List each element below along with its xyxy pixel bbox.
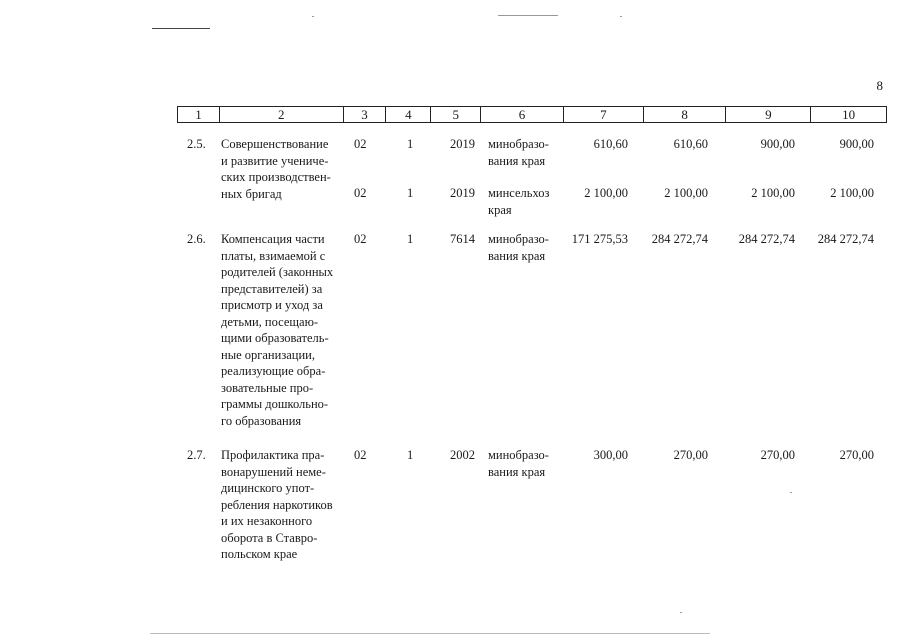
cell-col6-line: минобразо- (488, 137, 549, 151)
cell-col6 (488, 136, 549, 169)
row-name-line: граммы дошкольно- (221, 397, 329, 411)
cell-col3: 02 (354, 448, 367, 462)
cell-col4: 1 (407, 232, 414, 246)
scan-artifact-dot (620, 16, 622, 17)
cell-col5: 7614 (450, 232, 475, 246)
scan-artifact-dot (498, 15, 558, 16)
row-name-line: го образования (221, 413, 302, 428)
cell-col9: 284 272,74 (738, 232, 795, 246)
scan-artifact-dot (312, 16, 314, 17)
row-name-line: представителей) за (221, 281, 323, 296)
row-name-line: щими образователь- (221, 331, 329, 345)
row-number: 2.5. (187, 137, 206, 151)
row-name-line: зовательные про- (221, 380, 314, 395)
row-name (221, 136, 337, 202)
row-name-line: и развитие учениче- (221, 153, 329, 168)
cell-col7: 171 275,53 (571, 232, 628, 246)
row-name-line: присмотр и уход за (221, 298, 323, 312)
cell-col10: 900,00 (839, 137, 874, 151)
cell-col6-line: края (488, 202, 512, 217)
row-name-line: ных бригад (221, 186, 282, 201)
header-col-9: 9 (726, 107, 811, 122)
cell-col6 (488, 447, 549, 480)
cell-col7: 300,00 (593, 448, 628, 462)
cell-col10: 270,00 (839, 448, 874, 462)
cell-col10: 2 100,00 (830, 186, 874, 200)
scan-artifact-line (152, 28, 210, 29)
header-col-7: 7 (564, 107, 644, 122)
header-col-4: 4 (386, 107, 431, 122)
cell-col8: 610,60 (673, 137, 708, 151)
row-name-line: детьми, посещаю- (221, 314, 319, 329)
row-name (221, 231, 337, 429)
cell-col6-line: минобразо- (488, 232, 549, 246)
row-name-line: родителей (законных (221, 265, 334, 279)
row-name-line: ребления наркотиков (221, 497, 333, 512)
cell-col3: 02 (354, 186, 367, 200)
row-name-line: ные организации, (221, 347, 315, 362)
cell-col8: 2 100,00 (664, 186, 708, 200)
scan-artifact-dot (680, 612, 682, 613)
header-col-2: 2 (220, 107, 344, 122)
row-number: 2.6. (187, 232, 206, 246)
row-name-line: и их незаконного (221, 514, 313, 528)
cell-col5: 2019 (450, 186, 475, 200)
row-name-line: польском крае (221, 547, 298, 561)
cell-col3: 02 (354, 232, 367, 246)
cell-col8: 284 272,74 (651, 232, 708, 246)
cell-col9: 2 100,00 (751, 186, 795, 200)
row-name-line: оборота в Ставро- (221, 530, 318, 545)
row-name-line: Совершенствование (221, 137, 329, 151)
cell-col3: 02 (354, 137, 367, 151)
cell-col6 (488, 185, 549, 218)
row-name-line: вонарушений неме- (221, 464, 326, 479)
header-col-6: 6 (481, 107, 564, 122)
cell-col6-line: минобразо- (488, 448, 549, 462)
cell-col4: 1 (407, 137, 414, 151)
header-col-8: 8 (644, 107, 727, 122)
cell-col7: 610,60 (593, 137, 628, 151)
cell-col6-line: вания края (488, 248, 546, 263)
row-name-line: Профилактика пра- (221, 448, 325, 462)
row-number: 2.7. (187, 448, 206, 462)
cell-col4: 1 (407, 448, 414, 462)
cell-col5: 2002 (450, 448, 475, 462)
header-col-3: 3 (344, 107, 387, 122)
cell-col6-line: вания края (488, 153, 546, 168)
cell-col7: 2 100,00 (584, 186, 628, 200)
cell-col4: 1 (407, 186, 414, 200)
row-name-line: Компенсация части (221, 232, 325, 246)
cell-col9: 270,00 (760, 448, 795, 462)
table-header-row (177, 106, 887, 123)
header-col-10: 10 (842, 107, 856, 122)
cell-col9: 900,00 (760, 137, 795, 151)
scan-artifact-line (150, 633, 710, 634)
row-name-line: ских производствен- (221, 170, 331, 184)
header-col-1: 1 (178, 107, 220, 122)
row-name-line: реализующие обра- (221, 364, 326, 378)
header-col-5: 5 (431, 107, 481, 122)
scan-artifact-dot (790, 492, 792, 493)
cell-col5: 2019 (450, 137, 475, 151)
row-name-line: дицинского упот- (221, 481, 315, 495)
cell-col8: 270,00 (673, 448, 708, 462)
page-number: 8 (876, 78, 883, 93)
cell-col10: 284 272,74 (817, 232, 874, 246)
row-name (221, 447, 337, 563)
cell-col6-line: минсельхоз (488, 186, 550, 200)
row-name-line: платы, взимаемой с (221, 248, 326, 263)
cell-col6-line: вания края (488, 464, 546, 479)
